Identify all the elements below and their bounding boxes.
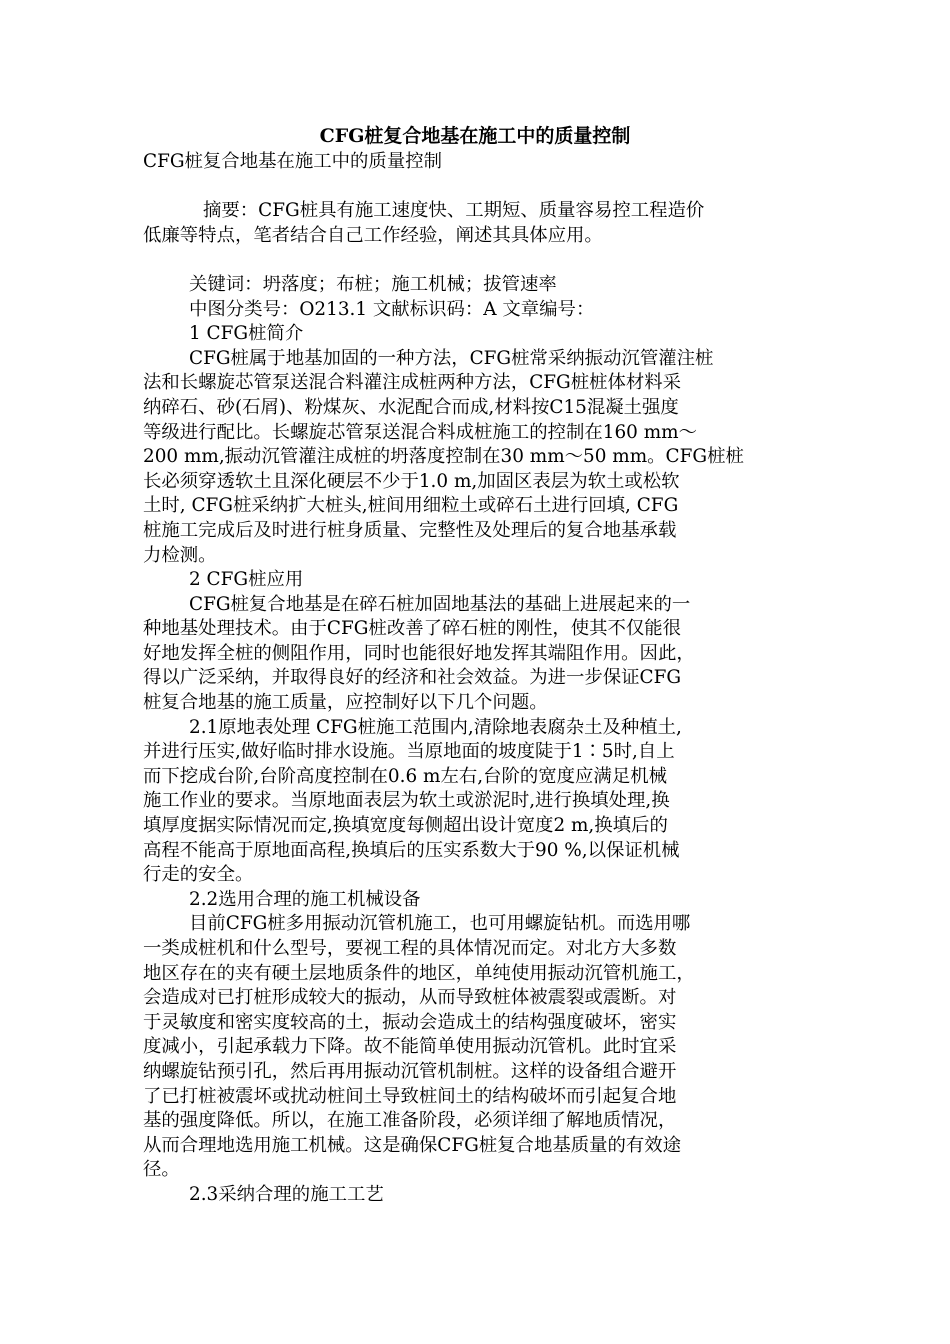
keywords-line: 关键词：坍落度；布桩；施工机械；拔管速率 xyxy=(189,273,557,295)
paragraph-line: 度减小，引起承载力下降。故不能简单使用振动沉管机。此时宜采 xyxy=(143,1036,677,1058)
spacer xyxy=(143,175,803,200)
paragraph-line: 2.1原地表处理 CFG桩施工范围内,清除地表腐杂土及种植土, xyxy=(189,716,682,738)
paragraph-line: 力检测。 xyxy=(143,544,217,566)
document-subtitle: CFG桩复合地基在施工中的质量控制 xyxy=(143,151,442,172)
paragraph-line: 高程不能高于原地面高程,换填后的压实系数大于90 %,以保证机械 xyxy=(143,839,680,861)
paragraph-line: 200 mm,振动沉管灌注成桩的坍落度控制在30 mm～50 mm。CFG桩桩 xyxy=(143,446,744,468)
paragraph-line: 会造成对已打桩形成较大的振动，从而导致桩体被震裂或震断。对 xyxy=(143,987,677,1009)
document-title: CFG桩复合地基在施工中的质量控制 xyxy=(319,125,631,147)
paragraph-line: 得以广泛采纳，并取得良好的经济和社会效益。为进一步保证CFG xyxy=(143,667,682,689)
paragraph-line: 从而合理地选用施工机械。这是确保CFG桩复合地基质量的有效途 xyxy=(143,1134,682,1156)
paragraph-line: 施工作业的要求。当原地面表层为软土或淤泥时,进行换填处理,换 xyxy=(143,790,670,812)
paragraph-line: 等级进行配比。长螺旋芯管泵送混合料成桩施工的控制在160 mm～ xyxy=(143,421,697,443)
paragraph-line: 于灵敏度和密实度较高的土，振动会造成土的结构强度破坏，密实 xyxy=(143,1011,677,1033)
paragraph-line: 桩复合地基的施工质量，应控制好以下几个问题。 xyxy=(143,692,548,714)
section-heading: 2.2选用合理的施工机械设备 xyxy=(189,888,421,910)
paragraph-line: 法和长螺旋芯管泵送混合料灌注成桩两种方法，CFG桩桩体材料采 xyxy=(143,372,682,394)
section-heading: 1 CFG桩简介 xyxy=(189,323,304,345)
paragraph-line: 纳碎石、砂(石屑)、粉煤灰、水泥配合而成,材料按C15混凝土强度 xyxy=(143,396,679,418)
paragraph-line: 桩施工完成后及时进行桩身质量、完整性及处理后的复合地基承载 xyxy=(143,519,677,541)
paragraph-line: CFG桩属于地基加固的一种方法，CFG桩常采纳振动沉管灌注桩 xyxy=(189,347,714,369)
paragraph-line: 长必须穿透软土且深化硬层不少于1.0 m,加固区表层为软土或松软 xyxy=(143,470,680,492)
paragraph-line: 种地基处理技术。由于CFG桩改善了碎石桩的刚性，使其不仅能很 xyxy=(143,618,682,640)
paragraph-line: 纳螺旋钻预引孔，然后再用振动沉管机制桩。这样的设备组合避开 xyxy=(143,1060,677,1082)
paragraph-line: CFG桩复合地基是在碎石桩加固地基法的基础上进展起来的一 xyxy=(189,593,691,615)
section-heading: 2 CFG桩应用 xyxy=(189,569,304,591)
paragraph-line: 而下挖成台阶,台阶高度控制在0.6 m左右,台阶的宽度应满足机械 xyxy=(143,765,667,787)
paragraph-line: 行走的安全。 xyxy=(143,864,254,886)
spacer xyxy=(143,248,803,273)
paragraph-line: 一类成桩机和什么型号，要视工程的具体情况而定。对北方大多数 xyxy=(143,938,677,959)
paragraph-line: 好地发挥全桩的侧阻作用，同时也能很好地发挥其端阻作用。因此， xyxy=(143,642,695,664)
classification-line: 中图分类号：O213.1 文献标识码：A 文章编号： xyxy=(189,298,595,320)
paragraph-line: 了已打桩被震坏或扰动桩间土导致桩间土的结构破坏而引起复合地 xyxy=(143,1085,677,1107)
section-heading: 2.3采纳合理的施工工艺 xyxy=(189,1183,384,1205)
paragraph-line: 地区存在的夹有硬土层地质条件的地区，单纯使用振动沉管机施工， xyxy=(143,962,695,984)
abstract-line: 低廉等特点，笔者结合自己工作经验，阐述其具体应用。 xyxy=(143,224,603,246)
abstract-line: 摘要：CFG桩具有施工速度快、工期短、质量容易控工程造价 xyxy=(203,200,705,222)
paragraph-line: 目前CFG桩多用振动沉管机施工，也可用螺旋钻机。而选用哪 xyxy=(189,913,691,935)
paragraph-line: 并进行压实,做好临时排水设施。当原地面的坡度陡于1∶5时,自上 xyxy=(143,741,675,763)
document-body xyxy=(143,150,803,1208)
paragraph-line: 填厚度据实际情况而定,换填宽度每侧超出设计宽度2 m,换填后的 xyxy=(143,815,668,837)
paragraph-line: 土时, CFG桩采纳扩大桩头,桩间用细粒土或碎石土进行回填, CFG xyxy=(143,495,679,517)
paragraph-line: 基的强度降低。所以，在施工准备阶段，必须详细了解地质情况， xyxy=(143,1110,677,1132)
paragraph-line: 径。 xyxy=(143,1159,180,1181)
